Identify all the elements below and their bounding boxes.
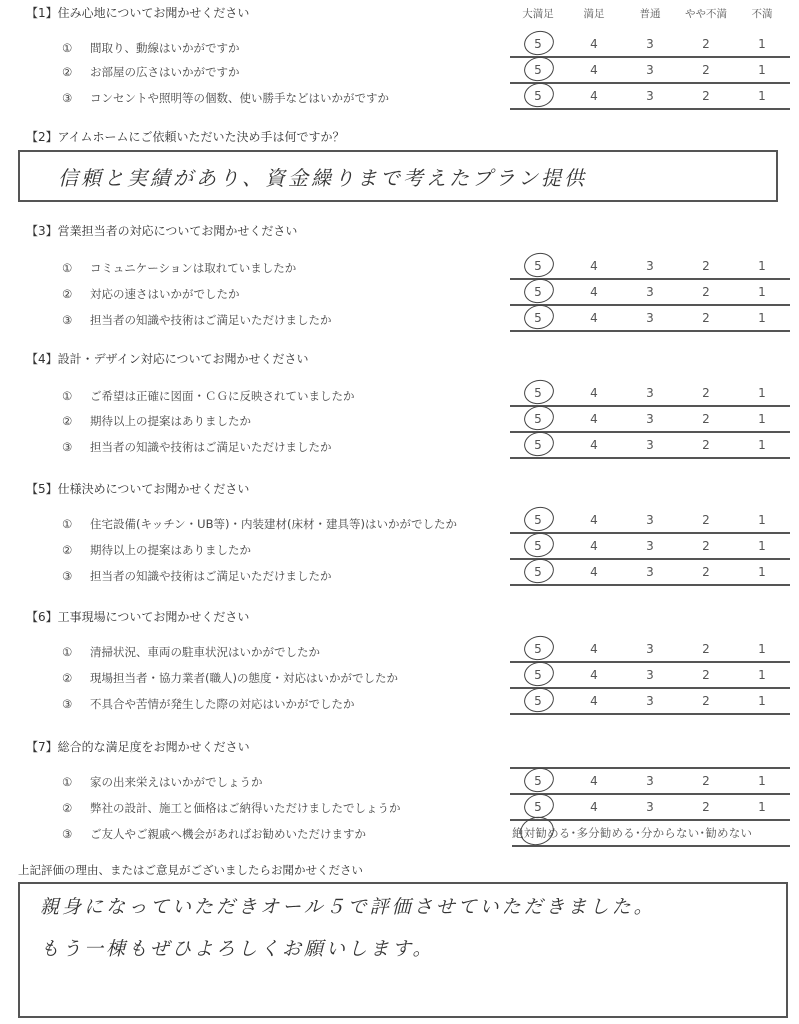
header-somewhat-dissatisfied: やや不満 — [685, 8, 727, 20]
rating-option-3[interactable]: 3 — [646, 438, 654, 452]
rating-option-2[interactable]: 2 — [702, 89, 710, 103]
rating-option-4[interactable]: 4 — [590, 642, 598, 656]
question-4-2: ② 期待以上の提案はありましたか — [62, 414, 251, 428]
question-3-3: ③ 担当者の知識や技術はご満足いただけましたか — [62, 313, 332, 327]
rating-option-5-selected[interactable]: 5 — [510, 412, 566, 426]
section-6-title: 【6】工事現場についてお聞かせください — [26, 610, 250, 624]
rating-option-3[interactable]: 3 — [646, 565, 654, 579]
rating-option-3[interactable]: 3 — [646, 37, 654, 51]
recommend-option-definitely-selected[interactable]: 絶対勧める — [512, 826, 571, 840]
question-4-1: ① ご希望は正確に図面・ＣＧに反映されていましたか — [62, 389, 355, 403]
header-satisfied: 満足 — [583, 8, 605, 20]
rating-option-2[interactable]: 2 — [702, 513, 710, 527]
rating-scale-header — [510, 6, 790, 21]
rating-option-5-selected[interactable]: 5 — [510, 285, 566, 299]
rating-option-5-selected[interactable]: 5 — [510, 565, 566, 579]
rating-option-3[interactable]: 3 — [646, 539, 654, 553]
rating-option-2[interactable]: 2 — [702, 311, 710, 325]
rating-option-4[interactable]: 4 — [590, 694, 598, 708]
rating-option-3[interactable]: 3 — [646, 63, 654, 77]
section-1-title: 【1】住み心地についてお聞かせください — [26, 6, 250, 20]
question-1-3: ③ コンセントや照明等の個数、使い勝手などはいかがですか — [62, 91, 389, 105]
rating-option-4[interactable]: 4 — [590, 386, 598, 400]
rating-option-1[interactable]: 1 — [758, 438, 766, 452]
rating-option-4[interactable]: 4 — [590, 774, 598, 788]
rating-option-1[interactable]: 1 — [758, 565, 766, 579]
rating-option-4[interactable]: 4 — [590, 259, 598, 273]
rating-row-3-1[interactable] — [510, 254, 790, 280]
section-2-title: 【2】アイムホームにご依頼いただいた決め手は何ですか？ — [26, 130, 345, 144]
rating-option-2[interactable]: 2 — [702, 386, 710, 400]
question-5-3: ③ 担当者の知識や技術はご満足いただけましたか — [62, 569, 332, 583]
question-1-1: ① 間取り、動線はいかがですか — [62, 41, 240, 55]
rating-option-2[interactable]: 2 — [702, 642, 710, 656]
question-6-2: ② 現場担当者・協力業者(職人)の態度・対応はいかがでしたか — [62, 671, 398, 685]
rating-row-6-1[interactable] — [510, 637, 790, 663]
rating-option-3[interactable]: 3 — [646, 285, 654, 299]
rating-option-4[interactable]: 4 — [590, 438, 598, 452]
rating-row-5-2[interactable] — [510, 534, 790, 560]
rating-option-3[interactable]: 3 — [646, 694, 654, 708]
rating-row-1-1[interactable] — [510, 32, 790, 58]
rating-option-5-selected[interactable]: 5 — [510, 386, 566, 400]
question-6-1: ① 清掃状況、車両の駐車状況はいかがでしたか — [62, 645, 320, 659]
rating-option-3[interactable]: 3 — [646, 513, 654, 527]
recommend-option-unsure[interactable]: 分からない — [640, 826, 700, 840]
rating-option-5-selected[interactable]: 5 — [510, 774, 566, 788]
rating-option-1[interactable]: 1 — [758, 694, 766, 708]
section-7-title: 【7】総合的な満足度をお聞かせください — [26, 740, 250, 754]
rating-option-5-selected[interactable]: 5 — [510, 668, 566, 682]
question-3-1: ① コミュニケーションは取れていましたか — [62, 261, 297, 275]
rating-option-5-selected[interactable]: 5 — [510, 89, 566, 103]
rating-option-1[interactable]: 1 — [758, 63, 766, 77]
question-6-3: ③ 不具合や苦情が発生した際の対応はいかがでしたか — [62, 697, 355, 711]
rating-option-2[interactable]: 2 — [702, 63, 710, 77]
rating-option-3[interactable]: 3 — [646, 259, 654, 273]
rating-option-1[interactable]: 1 — [758, 285, 766, 299]
rating-option-2[interactable]: 2 — [702, 37, 710, 51]
rating-option-1[interactable]: 1 — [758, 259, 766, 273]
header-neutral: 普通 — [639, 8, 661, 20]
question-1-2: ② お部屋の広さはいかがですか — [62, 65, 240, 79]
rating-option-2[interactable]: 2 — [702, 800, 710, 814]
rating-option-3[interactable]: 3 — [646, 412, 654, 426]
rating-option-3[interactable]: 3 — [646, 642, 654, 656]
comments-handwritten-line-1: 親身になっていただきオール５で評価させていただきました。 — [40, 896, 656, 918]
rating-row-5-3[interactable] — [510, 560, 790, 586]
rating-option-5-selected[interactable]: 5 — [510, 513, 566, 527]
question-7-2: ② 弊社の設計、施工と価格はご納得いただけましたでしょうか — [62, 801, 401, 815]
rating-option-4[interactable]: 4 — [590, 668, 598, 682]
rating-option-1[interactable]: 1 — [758, 668, 766, 682]
rating-option-2[interactable]: 2 — [702, 285, 710, 299]
rating-row-3-3[interactable] — [510, 306, 790, 332]
rating-option-4[interactable]: 4 — [590, 412, 598, 426]
rating-option-4[interactable]: 4 — [590, 513, 598, 527]
recommend-options-row[interactable]: 絶対勧める ･ 多分勧める ･ 分からない ･ 勧めない — [512, 821, 790, 847]
question-5-2: ② 期待以上の提案はありましたか — [62, 543, 251, 557]
rating-option-5-selected[interactable]: 5 — [510, 694, 566, 708]
rating-option-3[interactable]: 3 — [646, 89, 654, 103]
header-dissatisfied: 不満 — [751, 8, 773, 20]
section-4-title: 【4】設計・デザイン対応についてお聞かせください — [26, 352, 309, 366]
rating-option-4[interactable]: 4 — [590, 311, 598, 325]
rating-row-1-2[interactable] — [510, 58, 790, 84]
rating-option-1[interactable]: 1 — [758, 513, 766, 527]
question-7-3: ③ ご友人やご親戚へ機会があればお勧めいただけますか — [62, 827, 366, 841]
recommend-option-probably[interactable]: 多分勧める — [576, 826, 635, 840]
question-3-2: ② 対応の速さはいかがでしたか — [62, 287, 240, 301]
rating-option-3[interactable]: 3 — [646, 800, 654, 814]
rating-option-3[interactable]: 3 — [646, 311, 654, 325]
rating-option-4[interactable]: 4 — [590, 800, 598, 814]
rating-option-5-selected[interactable]: 5 — [510, 539, 566, 553]
rating-option-5-selected[interactable]: 5 — [510, 438, 566, 452]
rating-option-4[interactable]: 4 — [590, 539, 598, 553]
rating-row-6-3[interactable] — [510, 689, 790, 715]
question-5-1: ① 住宅設備(キッチン・UB等)・内装建材(床材・建具等)はいかがでしたか — [62, 517, 457, 531]
rating-option-3[interactable]: 3 — [646, 386, 654, 400]
rating-option-1[interactable]: 1 — [758, 800, 766, 814]
header-very-satisfied: 大満足 — [522, 8, 554, 20]
rating-row-4-3[interactable] — [510, 433, 790, 459]
decision-reason-handwritten: 信頼と実績があり、資金繰りまで考えたプラン提供 — [58, 166, 587, 190]
section-5-title: 【5】仕様決めについてお聞かせください — [26, 482, 250, 496]
rating-option-1[interactable]: 1 — [758, 311, 766, 325]
rating-option-4[interactable]: 4 — [590, 285, 598, 299]
rating-option-5-selected[interactable]: 5 — [510, 37, 566, 51]
rating-row-1-3[interactable] — [510, 84, 790, 110]
rating-row-7-2[interactable] — [510, 795, 790, 821]
rating-option-2[interactable]: 2 — [702, 259, 710, 273]
rating-option-5-selected[interactable]: 5 — [510, 259, 566, 273]
rating-option-5-selected[interactable]: 5 — [510, 63, 566, 77]
rating-option-5-selected[interactable]: 5 — [510, 642, 566, 656]
rating-option-2[interactable]: 2 — [702, 539, 710, 553]
rating-option-2[interactable]: 2 — [702, 412, 710, 426]
rating-option-3[interactable]: 3 — [646, 668, 654, 682]
rating-option-4[interactable]: 4 — [590, 63, 598, 77]
rating-row-5-1[interactable] — [510, 508, 790, 534]
rating-option-2[interactable]: 2 — [702, 565, 710, 579]
rating-row-4-2[interactable] — [510, 407, 790, 433]
rating-option-2[interactable]: 2 — [702, 668, 710, 682]
comments-answer-box[interactable] — [18, 882, 788, 1018]
rating-option-5-selected[interactable]: 5 — [510, 311, 566, 325]
recommend-option-no[interactable]: 勧めない — [705, 826, 753, 840]
comments-handwritten-line-2: もう一棟もぜひよろしくお願いします。 — [40, 938, 435, 960]
rating-option-4[interactable]: 4 — [590, 37, 598, 51]
rating-option-2[interactable]: 2 — [702, 438, 710, 452]
decision-reason-answer-box[interactable] — [18, 150, 778, 202]
rating-option-2[interactable]: 2 — [702, 774, 710, 788]
section-3-title: 【3】営業担当者の対応についてお聞かせください — [26, 224, 298, 238]
rating-option-3[interactable]: 3 — [646, 774, 654, 788]
rating-option-5-selected[interactable]: 5 — [510, 800, 566, 814]
rating-option-2[interactable]: 2 — [702, 694, 710, 708]
rating-option-1[interactable]: 1 — [758, 412, 766, 426]
rating-option-1[interactable]: 1 — [758, 539, 766, 553]
comments-title: 上記評価の理由、またはご意見がございましたらお聞かせください — [18, 863, 363, 877]
rating-option-1[interactable]: 1 — [758, 37, 766, 51]
rating-row-7-1[interactable] — [510, 767, 790, 795]
rating-row-3-2[interactable] — [510, 280, 790, 306]
question-7-1: ① 家の出来栄えはいかがでしょうか — [62, 775, 263, 789]
rating-row-4-1[interactable] — [510, 381, 790, 407]
rating-option-1[interactable]: 1 — [758, 386, 766, 400]
rating-option-4[interactable]: 4 — [590, 565, 598, 579]
question-4-3: ③ 担当者の知識や技術はご満足いただけましたか — [62, 440, 332, 454]
rating-option-1[interactable]: 1 — [758, 774, 766, 788]
rating-option-4[interactable]: 4 — [590, 89, 598, 103]
rating-option-1[interactable]: 1 — [758, 642, 766, 656]
rating-row-6-2[interactable] — [510, 663, 790, 689]
rating-option-1[interactable]: 1 — [758, 89, 766, 103]
